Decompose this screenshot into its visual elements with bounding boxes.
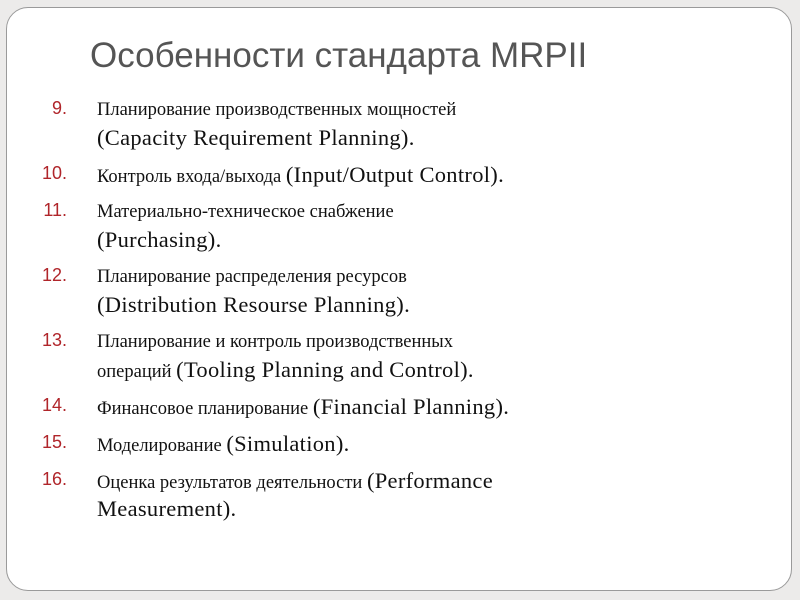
list-item [0, 96, 800, 152]
list-item-line [97, 96, 800, 124]
russian-text: операций [97, 362, 177, 382]
english-term: (Input/Output Control). [285, 162, 505, 187]
list-item-line [97, 263, 800, 291]
list-item [0, 393, 800, 421]
list-number: 9. [51, 98, 67, 118]
list-item [0, 430, 800, 458]
list-item-line [97, 124, 800, 152]
list-item [0, 263, 800, 319]
list-number: 10. [41, 163, 67, 183]
list-item [0, 328, 800, 384]
list-item-line [97, 291, 800, 319]
english-term: (Performance [366, 468, 493, 493]
list-number: 11. [43, 200, 67, 220]
russian-text: Планирование распределения ресурсов [97, 267, 407, 287]
english-term: (Purchasing). [97, 227, 222, 252]
list-number: 15. [41, 432, 67, 452]
list-item-line [97, 226, 800, 254]
list-item-line [97, 198, 800, 226]
list-item-line [97, 356, 800, 384]
list-number: 13. [41, 330, 67, 350]
numbered-list [0, 96, 800, 532]
english-term: (Simulation). [226, 431, 350, 456]
list-number: 12. [41, 265, 67, 285]
english-term: (Financial Planning). [312, 394, 510, 419]
russian-text: Планирование производственных мощностей [97, 100, 457, 120]
list-item-line [97, 495, 800, 523]
slide-title: Особенности стандарта MRPII [90, 36, 588, 75]
list-item-line [97, 161, 800, 189]
list-item-line [97, 328, 800, 356]
list-item [0, 467, 800, 523]
russian-text: Финансовое планирование [97, 399, 313, 419]
russian-text: Контроль входа/выхода [97, 167, 286, 187]
english-term: (Tooling Planning and Control). [176, 357, 474, 382]
list-number: 14. [41, 395, 67, 415]
list-item-line [97, 430, 800, 458]
english-term: (Capacity Requirement Planning). [97, 125, 415, 150]
list-item-line [97, 393, 800, 421]
list-item [0, 198, 800, 254]
list-item-line [97, 467, 800, 495]
english-term: Measurement). [97, 496, 237, 521]
english-term: (Distribution Resourse Planning). [97, 292, 411, 317]
list-number: 16. [41, 469, 67, 489]
russian-text: Материально-техническое снабжение [97, 202, 394, 222]
russian-text: Планирование и контроль производственных [97, 332, 453, 352]
russian-text: Оценка результатов деятельности [97, 473, 367, 493]
russian-text: Моделирование [97, 436, 227, 456]
list-item [0, 161, 800, 189]
